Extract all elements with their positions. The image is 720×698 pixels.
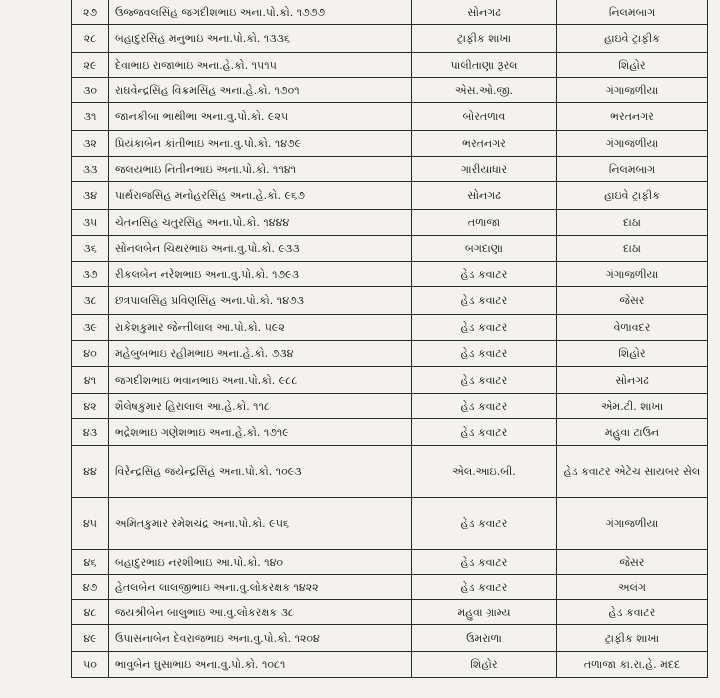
table-row <box>72 236 708 262</box>
serial-number-cell: ૩૮ <box>72 287 109 315</box>
new-posting-cell: એમ.ટી. શાખા <box>557 394 708 419</box>
employee-name-cell: જયશ્રીબેન બાલુભાઇ આ.વુ.લોકરક્ષક ૩૮ <box>109 600 412 625</box>
employee-name-cell: ભાવુબેન ઘુસાભાઇ અના.વુ.પો.કો. ૧૦૮૧ <box>109 652 412 678</box>
current-posting-cell: પાલીતાણા રૂરલ <box>412 53 557 78</box>
new-posting-cell: હાઇવે ટ્રાફીક <box>557 25 708 53</box>
table-row <box>72 210 708 236</box>
table-row <box>72 625 708 652</box>
table-body <box>72 0 708 678</box>
current-posting-cell: ભરતનગર <box>412 131 557 157</box>
new-posting-cell: ગંગાજળીયા <box>557 78 708 103</box>
new-posting-cell: વેળાવદર <box>557 315 708 341</box>
serial-number-cell: ૪૩ <box>72 419 109 446</box>
serial-number-cell: ૪૫ <box>72 498 109 550</box>
table-row <box>72 498 708 550</box>
table-row <box>72 157 708 182</box>
table-row <box>72 287 708 315</box>
table-row <box>72 394 708 419</box>
table-row <box>72 131 708 157</box>
new-posting-cell: મહુવા ટાઉન <box>557 419 708 446</box>
new-posting-cell: જેસર <box>557 287 708 315</box>
current-posting-cell: ઉમરાળા <box>412 625 557 652</box>
serial-number-cell: ૨૭ <box>72 0 109 25</box>
table-row <box>72 25 708 53</box>
table-row <box>72 182 708 210</box>
serial-number-cell: ૫૦ <box>72 652 109 678</box>
new-posting-cell: જેસર <box>557 550 708 575</box>
new-posting-cell: ટ્રાફીક શાખા <box>557 625 708 652</box>
current-posting-cell: હેડ કવાટર <box>412 394 557 419</box>
current-posting-cell: હેડ કવાટર <box>412 575 557 600</box>
employee-name-cell: છત્રપાલસિંહ પ્રવિણસિંહ અના.પો.કો. ૧૪૭૩ <box>109 287 412 315</box>
serial-number-cell: ૩૯ <box>72 315 109 341</box>
serial-number-cell: ૩૩ <box>72 157 109 182</box>
table-row <box>72 600 708 625</box>
table-row <box>72 78 708 103</box>
table-row <box>72 652 708 678</box>
serial-number-cell: ૨૯ <box>72 53 109 78</box>
serial-number-cell: ૪૪ <box>72 446 109 498</box>
table-row <box>72 341 708 367</box>
current-posting-cell: ગારીયાધાર <box>412 157 557 182</box>
current-posting-cell: હેડ કવાટર <box>412 498 557 550</box>
serial-number-cell: ૨૮ <box>72 25 109 53</box>
employee-name-cell: રાકેશકુમાર જેન્તીલાલ આ.પો.કો. ૫૯૨ <box>109 315 412 341</box>
serial-number-cell: ૪૨ <box>72 394 109 419</box>
serial-number-cell: ૩૨ <box>72 131 109 157</box>
new-posting-cell: નિલમબાગ <box>557 157 708 182</box>
current-posting-cell: ટ્રાફીક શાખા <box>412 25 557 53</box>
employee-name-cell: રીકલબેન નરેશભાઇ અના.વુ.પો.કો. ૧૭૯૩ <box>109 262 412 287</box>
employee-name-cell: બહાદુરસિંહ મનુભાઇ અના.પો.કો. ૧૩૩૬ <box>109 25 412 53</box>
current-posting-cell: શિહોર <box>412 652 557 678</box>
current-posting-cell: એલ.આઇ.બી. <box>412 446 557 498</box>
employee-name-cell: હેતલબેન લાલજીભાઇ અના.વુ.લોકરક્ષક ૧૪૨૨ <box>109 575 412 600</box>
current-posting-cell: સોનગઢ <box>412 182 557 210</box>
new-posting-cell: હેડ કવાટર <box>557 600 708 625</box>
serial-number-cell: ૩૪ <box>72 182 109 210</box>
current-posting-cell: હેડ કવાટર <box>412 419 557 446</box>
table-row <box>72 550 708 575</box>
current-posting-cell: હેડ કવાટર <box>412 367 557 394</box>
current-posting-cell: હેડ કવાટર <box>412 550 557 575</box>
employee-name-cell: જલયભાઇ નિતીનભાઇ અના.પો.કો. ૧૧૪૧ <box>109 157 412 182</box>
new-posting-cell: સોનગઢ <box>557 367 708 394</box>
table-row <box>72 367 708 394</box>
new-posting-cell: શિહોર <box>557 341 708 367</box>
current-posting-cell: મહુવા ગ્રામ્ય <box>412 600 557 625</box>
table-row <box>72 575 708 600</box>
new-posting-cell: અલંગ <box>557 575 708 600</box>
employee-name-cell: ભદ્રેશભાઇ ગણેશભાઇ અના.હે.કો. ૧૭૧૯ <box>109 419 412 446</box>
new-posting-cell: દાઠા <box>557 210 708 236</box>
table-row <box>72 315 708 341</box>
serial-number-cell: ૩૫ <box>72 210 109 236</box>
new-posting-cell: ગંગાજળીયા <box>557 498 708 550</box>
employee-name-cell: વિરેન્દ્રસિંહ જયેન્દ્રસિંહ અના.પો.કો. ૧૦૯૩ <box>109 446 412 498</box>
current-posting-cell: સોનગઢ <box>412 0 557 25</box>
new-posting-cell: ગંગાજળીયા <box>557 131 708 157</box>
new-posting-cell: હાઇવે ટ્રાફીક <box>557 182 708 210</box>
table-row <box>72 419 708 446</box>
serial-number-cell: ૩૦ <box>72 78 109 103</box>
employee-name-cell: જાનકીબા ભાથીભા અના.વુ.પો.કો. ૯૨૫ <box>109 103 412 131</box>
current-posting-cell: બગદાણા <box>412 236 557 262</box>
serial-number-cell: ૪૭ <box>72 575 109 600</box>
new-posting-cell: તળાજા કા.રા.હે. મદદ <box>557 652 708 678</box>
current-posting-cell: હેડ કવાટર <box>412 315 557 341</box>
serial-number-cell: ૪૧ <box>72 367 109 394</box>
employee-name-cell: બહાદુરભાઇ નરશીભાઇ આ.પો.કો. ૧૪૦ <box>109 550 412 575</box>
employee-name-cell: ઉજ્જવલસિંહ જગદીશભાઇ અના.પો.કો. ૧૭૭૭ <box>109 0 412 25</box>
serial-number-cell: ૪૦ <box>72 341 109 367</box>
new-posting-cell: નિલમબાગ <box>557 0 708 25</box>
employee-name-cell: રાઘવેન્દ્રસિંહ વિક્રમસિંહ અના.હે.કો. ૧૭૦૧ <box>109 78 412 103</box>
new-posting-cell: હેડ કવાટર એટેચ સાયબર સેલ <box>557 446 708 498</box>
employee-name-cell: અમિતકુમાર રમેશચંદ્ર અના.પો.કો. ૯૫૬ <box>109 498 412 550</box>
employee-name-cell: જગદીશભાઇ ભવાનભાઇ અના.પો.કો. ૯૮૮ <box>109 367 412 394</box>
employee-name-cell: સોનલબેન ચિથરભાઇ અના.વુ.પો.કો. ૯૩૩ <box>109 236 412 262</box>
table-row <box>72 262 708 287</box>
serial-number-cell: ૩૭ <box>72 262 109 287</box>
employee-name-cell: ઉપાસનાબેન દેવરાજભાઇ અના.વુ.પો.કો. ૧૨૦૪ <box>109 625 412 652</box>
serial-number-cell: ૪૯ <box>72 625 109 652</box>
employee-name-cell: પાર્થરાજસિંહ મનોહરસિંહ અના.હે.કો. ૯૬૭ <box>109 182 412 210</box>
current-posting-cell: હેડ કવાટર <box>412 262 557 287</box>
transfer-table <box>71 0 708 678</box>
new-posting-cell: ભરતનગર <box>557 103 708 131</box>
employee-name-cell: દેવાભાઇ રાજાભાઇ અના.હે.કો. ૧૫૧૫ <box>109 53 412 78</box>
serial-number-cell: ૩૬ <box>72 236 109 262</box>
serial-number-cell: ૪૬ <box>72 550 109 575</box>
table-row <box>72 53 708 78</box>
employee-name-cell: મહેબુબભાઇ રહીમભાઇ અના.હે.કો. ૭૩૪ <box>109 341 412 367</box>
current-posting-cell: એસ.ઓ.જી. <box>412 78 557 103</box>
current-posting-cell: તળાજા <box>412 210 557 236</box>
employee-name-cell: ચેતનસિંહ ચતુરસિંહ અના.પો.કો. ૧૪૪૪ <box>109 210 412 236</box>
new-posting-cell: દાઠા <box>557 236 708 262</box>
employee-name-cell: પ્રિયંકાબેન કાંતીભાઇ અના.વુ.પો.કો. ૧૪૭૯ <box>109 131 412 157</box>
current-posting-cell: હેડ કવાટર <box>412 341 557 367</box>
new-posting-cell: શિહોર <box>557 53 708 78</box>
new-posting-cell: ગંગાજળીયા <box>557 262 708 287</box>
table-row <box>72 103 708 131</box>
current-posting-cell: હેડ કવાટર <box>412 287 557 315</box>
employee-name-cell: શૈલેષકુમાર હિરાલાલ આ.હે.કો. ૧૧૮ <box>109 394 412 419</box>
table-row <box>72 446 708 498</box>
serial-number-cell: ૪૮ <box>72 600 109 625</box>
table-row <box>72 0 708 25</box>
serial-number-cell: ૩૧ <box>72 103 109 131</box>
current-posting-cell: બોરતળાવ <box>412 103 557 131</box>
